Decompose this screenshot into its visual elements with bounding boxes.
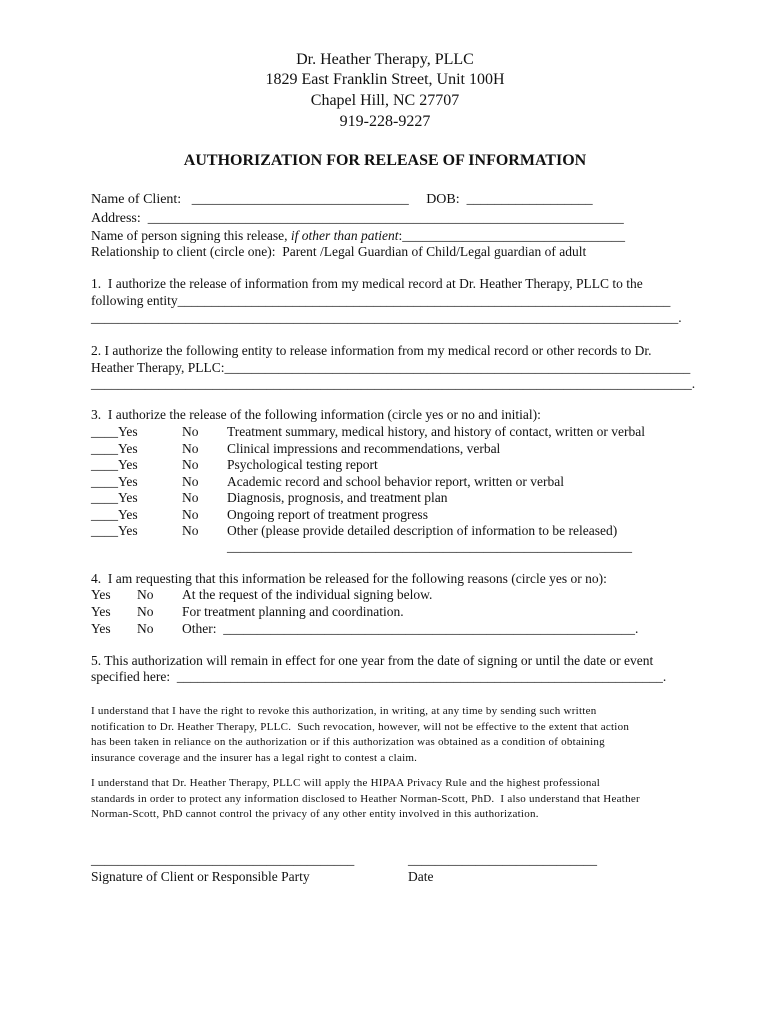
section3-info-item: Psychological testing report <box>227 457 378 472</box>
section1-entity-line2[interactable]: _______________________________________________________________________________________. <box>91 310 682 325</box>
section4-yes-option[interactable]: Yes <box>91 604 111 619</box>
section3-no-option[interactable]: No <box>182 490 199 505</box>
revocation-line: I understand that I have the right to revoke this authorization, in writing, at any time by sending such written <box>91 705 597 717</box>
section3-no-option[interactable]: No <box>182 424 199 439</box>
revocation-line: insurance coverage and the insurer has a legal right to contest a claim. <box>91 751 418 764</box>
section3-other-description-line[interactable]: ____________________________________________________________ <box>227 539 632 554</box>
section5-line1: 5. This authorization will remain in effect for one year from the date of signing or until the date or event <box>91 653 654 668</box>
section3-no-option[interactable]: No <box>182 523 199 538</box>
section4-intro: 4. I am requesting that this information be released for the following reasons (circle yes or no): <box>91 571 607 586</box>
hipaa-line: I understand that Dr. Heather Therapy, PLLC will apply the HIPAA Privacy Rule and the highest professional <box>91 777 601 789</box>
client-name-dob-line[interactable]: Name of Client: _______________________________ DOB: __________________ <box>91 192 593 207</box>
section4-yes-option[interactable]: Yes <box>91 587 111 602</box>
section4-no-option[interactable]: No <box>137 621 154 636</box>
section1-line1: 1. I authorize the release of information from my medical record at Dr. Heather Therapy, PLLC to the <box>91 276 643 291</box>
section4-no-option[interactable]: No <box>137 604 154 619</box>
revocation-line: has been taken in reliance on the authorization or if this authorization was obtained as a condition of obtaining <box>91 736 605 748</box>
section3-yes-option[interactable]: ____Yes <box>91 523 138 538</box>
date-line[interactable]: ____________________________ <box>408 852 597 867</box>
relationship-line[interactable]: Relationship to client (circle one): Parent /Legal Guardian of Child/Legal guardian of adult <box>91 244 587 259</box>
section3-no-option[interactable]: No <box>182 457 199 472</box>
section3-yes-option[interactable]: ____Yes <box>91 506 138 522</box>
section3-info-item: Diagnosis, prognosis, and treatment plan <box>227 490 448 505</box>
section4-reason-item: For treatment planning and coordination. <box>182 604 404 619</box>
section3-no-option[interactable]: No <box>182 440 199 456</box>
section4-reason-item: At the request of the individual signing below. <box>182 587 433 602</box>
section3-yes-option[interactable]: ____Yes <box>91 424 138 439</box>
section3-yes-option[interactable]: ____Yes <box>91 440 138 456</box>
signature-line[interactable]: _______________________________________ <box>91 852 355 867</box>
practice-phone: 919-228-9227 <box>339 113 431 130</box>
signer-name-line[interactable] <box>91 228 625 244</box>
signer-name-prefix: Name of person signing this release, <box>91 228 291 243</box>
section3-info-item: Academic record and school behavior report, written or verbal <box>227 473 564 489</box>
hipaa-line: Norman-Scott, PhD cannot control the privacy of any other entity involved in this authorization. <box>91 808 539 820</box>
section3-yes-option[interactable]: ____Yes <box>91 457 138 472</box>
signer-name-italic: if other than patient <box>290 228 399 243</box>
revocation-line: notification to Dr. Heather Therapy, PLLC. Such revocation, however, will not be effective to the extent that action <box>91 720 630 733</box>
section3-no-option[interactable]: No <box>182 506 199 522</box>
signature-label: Signature of Client or Responsible Party <box>91 869 310 884</box>
section3-intro: 3. I authorize the release of the following information (circle yes or no and initial): <box>91 407 541 422</box>
practice-street: 1829 East Franklin Street, Unit 100H <box>265 71 505 88</box>
section4-yes-option[interactable]: Yes <box>91 621 111 636</box>
section2-entity-line2[interactable]: _________________________________________________________________________________________. <box>91 376 696 391</box>
date-label: Date <box>408 869 434 884</box>
section3-info-item: Ongoing report of treatment progress <box>227 506 428 522</box>
section4-reason-item: Other: _____________________________________________________________. <box>182 621 639 636</box>
signer-name-suffix: :_________________________________ <box>398 228 625 243</box>
section5-specified-line[interactable]: specified here: ________________________________________________________________________. <box>91 669 667 684</box>
section3-info-item: Clinical impressions and recommendations, verbal <box>227 440 501 456</box>
hipaa-line: standards in order to protect any information disclosed to Heather Norman-Scott, PhD. I also understand that Heather <box>91 792 640 805</box>
form-title: AUTHORIZATION FOR RELEASE OF INFORMATION <box>183 152 587 169</box>
section3-info-item: Treatment summary, medical history, and history of contact, written or verbal <box>227 424 646 439</box>
practice-name: Dr. Heather Therapy, PLLC <box>296 51 474 68</box>
client-address-line[interactable]: Address: ____________________________________________________________________ <box>91 211 624 226</box>
section2-entity-line[interactable]: Heather Therapy, PLLC:_____________________________________________________________________ <box>91 360 691 375</box>
section3-info-item: Other (please provide detailed description of information to be released) <box>227 523 618 538</box>
section3-yes-option[interactable]: ____Yes <box>91 490 138 505</box>
section3-yes-option[interactable]: ____Yes <box>91 473 138 489</box>
practice-city: Chapel Hill, NC 27707 <box>310 92 460 109</box>
section1-entity-line[interactable]: following entity_________________________________________________________________________ <box>91 293 671 308</box>
section4-no-option[interactable]: No <box>137 587 154 602</box>
section3-no-option[interactable]: No <box>182 473 199 489</box>
section2-line1: 2. I authorize the following entity to release information from my medical record or other records to Dr. <box>91 343 652 358</box>
